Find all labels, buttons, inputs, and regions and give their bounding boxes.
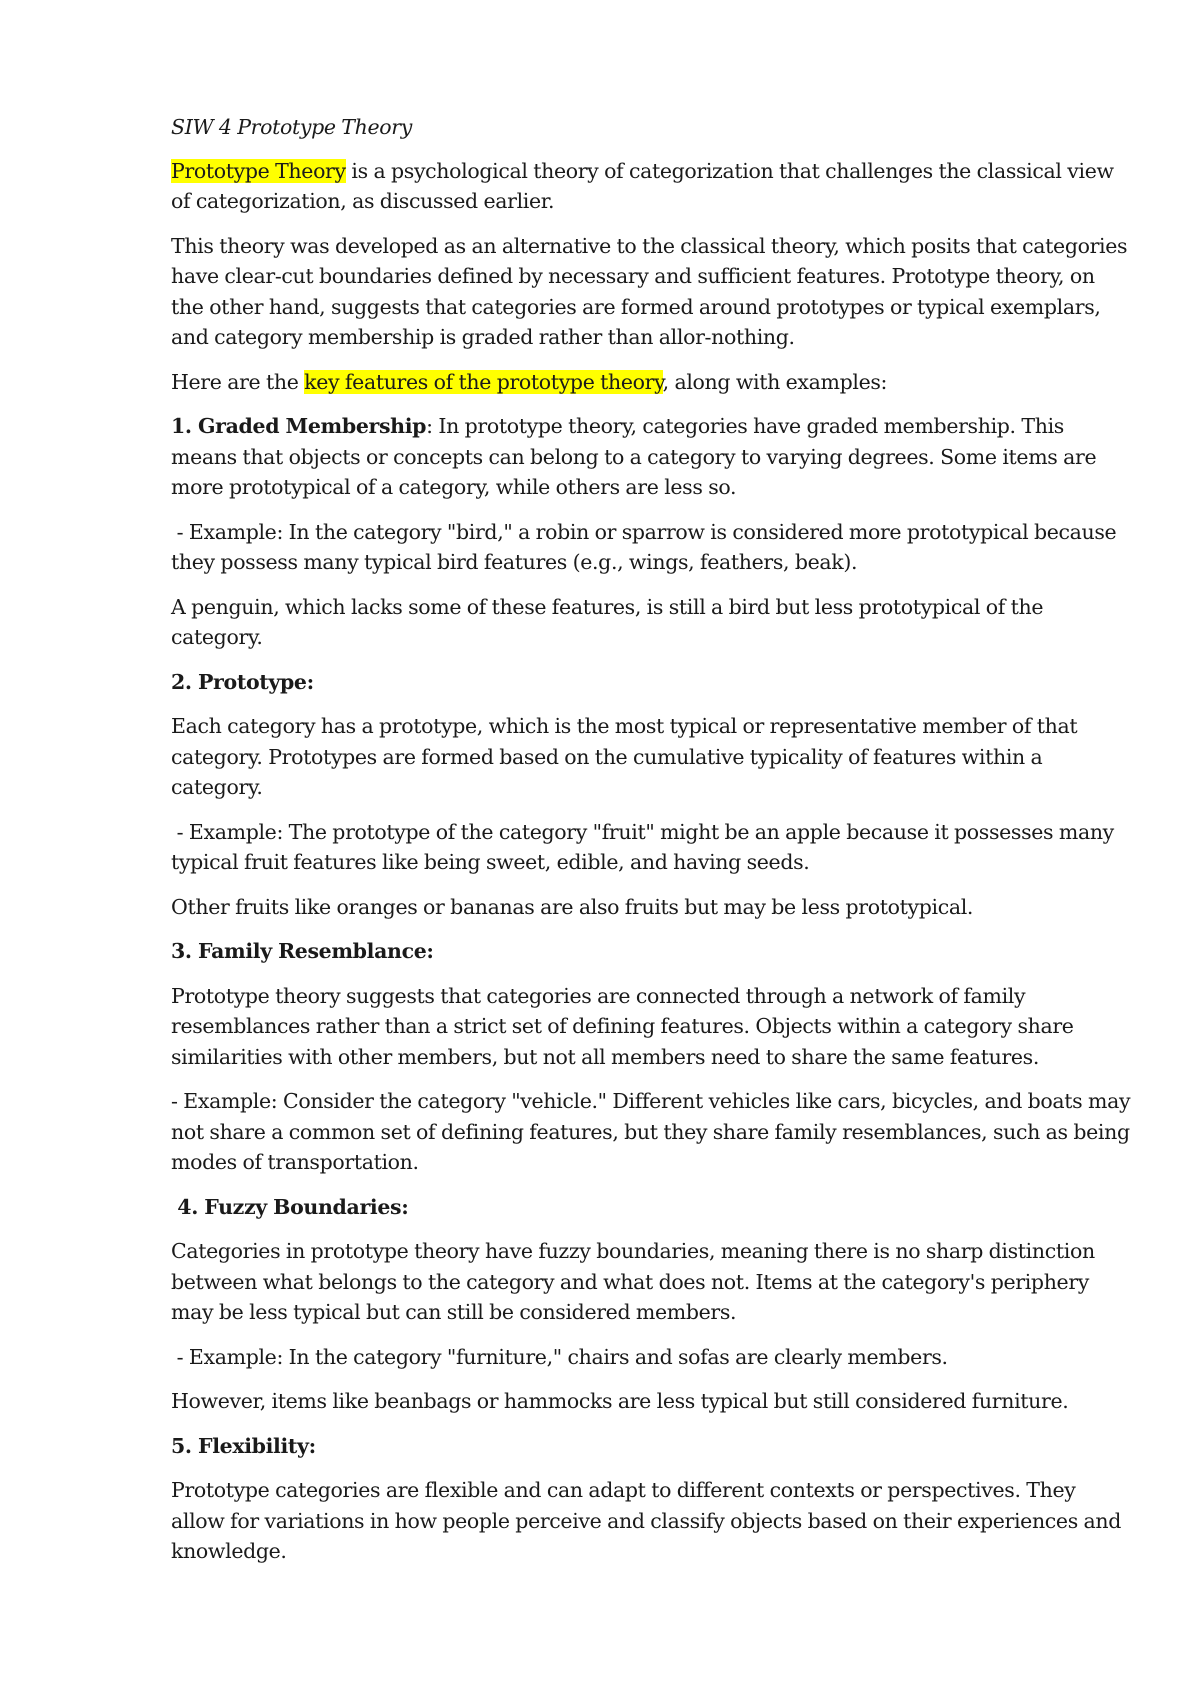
section-2-note: Other fruits like oranges or bananas are also fruits but may be less prototypical.	[171, 894, 974, 919]
section-3-example: - Example: Consider the category "vehicle." Different vehicles like cars, bicycles, and boats may not share a common set of defining features, but they share family resemblances, such as being modes of transportation.	[171, 1089, 1131, 1174]
intro-paragraph	[171, 156, 1131, 217]
section-1-example: - Example: In the category "bird," a robin or sparrow is considered more prototypical because they possess many typical bird features (e.g., wings, feathers, beak).	[171, 519, 1122, 574]
features-intro-paragraph	[171, 367, 1131, 398]
section-1-heading: 1. Graded Membership	[171, 414, 427, 438]
section-4-text: Categories in prototype theory have fuzzy boundaries, meaning there is no sharp distinction between what belongs to the category and what does not. Items at the category's periphery may be less typical but can still be considered members.	[171, 1239, 1095, 1324]
section-4-example: - Example: In the category "furniture," chairs and sofas are clearly members.	[171, 1344, 948, 1369]
section-5-text: Prototype categories are flexible and can adapt to different contexts or perspectives. They allow for variations in how people perceive and classify objects based on their experiences and knowledge.	[171, 1478, 1122, 1563]
section-1-note: A penguin, which lacks some of these features, is still a bird but less prototypical of the category.	[171, 594, 1044, 649]
section-5-heading: 5. Flexibility:	[171, 1433, 316, 1458]
features-intro-after: , along with examples:	[662, 369, 888, 394]
section-2-text: Each category has a prototype, which is the most typical or representative member of that category. Prototypes are formed based on the cumulative typicality of features within a category.	[171, 714, 1078, 799]
document-title: SIW 4 Prototype Theory	[171, 115, 412, 139]
section-4-note: However, items like beanbags or hammocks are less typical but still considered furniture.	[171, 1389, 1069, 1413]
highlighted-key-features: key features of the prototype theory	[304, 369, 663, 394]
section-3-text: Prototype theory suggests that categories are connected through a network of family resemblances rather than a strict set of defining features. Objects within a category share similarities with other members, but not all members need to share the same features.	[171, 983, 1074, 1069]
highlighted-term: Prototype Theory	[171, 158, 346, 183]
background-paragraph: This theory was developed as an alternative to the classical theory, which posits that categories have clear-cut boundaries defined by necessary and sufficient features. Prototype theory, on the other hand, suggests that categories are formed around prototypes or typical exemplars, and category membership is graded rather than allor-nothing.	[171, 233, 1128, 349]
section-2-example: - Example: The prototype of the category "fruit" might be an apple because it possesses many typical fruit features like being sweet, edible, and having seeds.	[171, 819, 1120, 874]
intro-text: is a psychological theory of categorization that challenges the classical view of categorization, as discussed earlier.	[171, 158, 1114, 213]
section-1-paragraph	[171, 411, 1131, 503]
section-4-heading: 4. Fuzzy Boundaries:	[171, 1194, 409, 1219]
features-intro-before: Here are the	[171, 369, 305, 394]
section-1-text: : In prototype theory, categories have graded membership. This means that objects or concepts can belong to a category to varying degrees. Some items are more prototypical of a category, while others are less so.	[171, 414, 1097, 499]
section-2-heading: 2. Prototype:	[171, 669, 314, 694]
section-3-heading: 3. Family Resemblance:	[171, 939, 434, 963]
document-page	[171, 112, 1131, 1581]
